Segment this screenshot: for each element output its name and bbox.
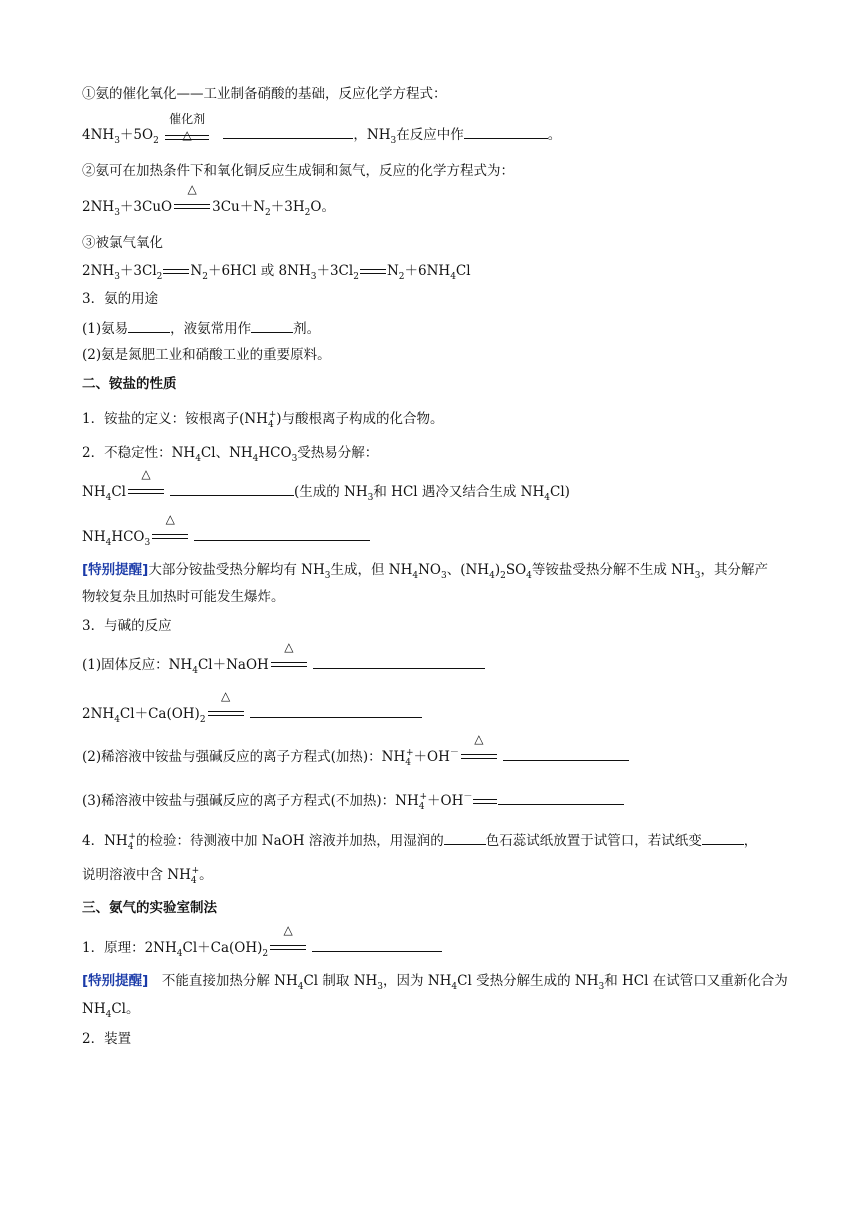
- text: (生成的 NH: [293, 484, 368, 500]
- text: ③被氯气氧化: [82, 235, 163, 251]
- heat-triangle: △: [187, 182, 197, 196]
- special-note-2: [82, 972, 788, 992]
- text: ＋3Cl: [316, 263, 354, 279]
- text: ＋OH: [413, 749, 450, 765]
- text: (2)稀溶液中铵盐与强碱反应的离子方程式(加热)：NH: [82, 749, 406, 765]
- text: 物较复杂且加热时可能发生爆炸。: [82, 589, 285, 605]
- text: ＋3Cl: [119, 263, 157, 279]
- subscript: 3: [324, 571, 331, 581]
- subscript: 2: [199, 715, 206, 725]
- heat-arrow: [128, 467, 164, 496]
- text: ＋3H: [270, 199, 305, 215]
- equals-sign: [270, 945, 306, 950]
- text: 受热易分解：: [297, 445, 379, 461]
- subscript: 2: [153, 136, 159, 146]
- line-use-2: [82, 346, 331, 364]
- subscript: 4: [418, 802, 425, 812]
- subscript: 2: [398, 272, 405, 282]
- text: )与酸根离子构成的化合物。: [276, 411, 444, 427]
- answer-blank[interactable]: [170, 481, 294, 496]
- subscript: 4: [267, 420, 274, 430]
- line-ammonium-definition: [82, 410, 444, 430]
- heat-triangle: △: [284, 640, 294, 654]
- subscript: 4: [105, 538, 112, 548]
- text: ①氨的催化氧化——工业制备硝酸的基础，反应化学方程式：: [82, 86, 447, 102]
- subscript: 4: [114, 715, 120, 725]
- subscript: 2: [262, 949, 269, 959]
- heat-triangle: △: [165, 512, 175, 526]
- text: 等铵盐受热分解不生成 NH: [531, 562, 695, 578]
- equals-sign: [152, 534, 188, 539]
- text: 3．与碱的反应: [82, 618, 172, 634]
- text: ②氨可在加热条件下和氧化铜反应生成铜和氮气，反应的化学方程式为：: [82, 163, 514, 179]
- reaction-condition-arrow: [165, 112, 209, 142]
- subscript: 4: [192, 666, 198, 676]
- subscript: 4: [489, 571, 495, 581]
- superscript: －: [463, 792, 473, 802]
- equation-solid-reaction-1: [82, 640, 485, 676]
- equals-sign: [208, 711, 244, 716]
- heat-arrow: [152, 512, 188, 541]
- answer-blank[interactable]: [223, 124, 353, 139]
- text: 和 HCl 在试管口又重新化合为: [604, 973, 788, 989]
- equation-chlorine: [82, 262, 471, 282]
- superscript: +: [405, 748, 414, 758]
- text: SO: [505, 562, 527, 578]
- text: (2)氨是氮肥工业和硝酸工业的重要原料。: [82, 347, 331, 363]
- heat-triangle: △: [283, 923, 293, 937]
- text: 色石蕊试纸放置于试管口，若试纸变: [485, 833, 702, 849]
- answer-blank[interactable]: [312, 937, 442, 952]
- heat-triangle: △: [182, 128, 192, 142]
- subscript: 4: [105, 1010, 112, 1020]
- equation-ionic-heated: [82, 732, 629, 768]
- equation-nh4cl-decomposition: [82, 467, 570, 503]
- subscript: 2: [500, 571, 506, 581]
- subscript: 2: [265, 208, 271, 218]
- subscript: 4: [252, 454, 259, 464]
- text: NO: [418, 562, 441, 578]
- subscript: 4: [297, 982, 304, 992]
- text: 1．铵盐的定义：铵根离子(NH: [82, 411, 268, 427]
- text: 在反应中作: [396, 127, 464, 143]
- answer-blank[interactable]: [498, 790, 624, 805]
- special-note-tag: [特别提醒]: [82, 562, 149, 578]
- line-instability: [82, 444, 378, 464]
- section-heading-ammonium-salts: [82, 375, 177, 393]
- subscript: 4: [412, 571, 419, 581]
- text: 2．不稳定性：NH: [82, 445, 196, 461]
- subscript: 3: [114, 272, 120, 282]
- equals-sign: [163, 269, 189, 274]
- answer-blank[interactable]: [128, 318, 170, 333]
- superscript: －: [449, 748, 459, 758]
- subscript: 3: [390, 136, 397, 146]
- text: Cl 受热分解生成的 NH: [457, 973, 599, 989]
- text: ＋3CuO: [119, 199, 173, 215]
- subscript: 4: [526, 571, 532, 581]
- condition-label: 催化剂: [169, 112, 206, 126]
- equals-sign: [360, 269, 386, 274]
- text: 2NH: [82, 263, 115, 279]
- text: 、(NH: [446, 562, 490, 578]
- equals-sign: [271, 662, 307, 667]
- text: Cl。: [111, 1001, 140, 1017]
- subscript: 2: [156, 272, 163, 282]
- text: 生成，但 NH: [330, 562, 413, 578]
- line-ammonium-test: [82, 830, 757, 852]
- heat-triangle: △: [220, 689, 231, 703]
- subscript: 3: [598, 982, 605, 992]
- text: HCO: [258, 445, 292, 461]
- answer-blank[interactable]: [702, 830, 744, 845]
- equals-sign: [473, 799, 497, 804]
- text: N: [386, 263, 399, 279]
- text: 和 HCl 遇冷又结合生成 NH: [373, 484, 545, 500]
- equation-nh4hco3-decomposition: [82, 512, 370, 548]
- subscript: 3: [114, 136, 120, 146]
- line-chlorine-oxidation: [82, 234, 163, 252]
- answer-blank[interactable]: [464, 124, 548, 139]
- equation-catalytic-oxidation: [82, 112, 562, 146]
- answer-blank[interactable]: [251, 318, 293, 333]
- answer-blank[interactable]: [313, 654, 485, 669]
- subscript: 4: [190, 876, 197, 886]
- heat-arrow: [270, 923, 306, 952]
- text: 的检验：待测液中加 NaOH 溶液并加热，用湿润的: [135, 833, 444, 849]
- text: ，: [743, 833, 758, 849]
- superscript: +: [268, 410, 277, 420]
- subscript: 3: [144, 538, 151, 548]
- subscript: 4: [405, 758, 411, 768]
- equals-sign: [461, 754, 497, 759]
- heading-text: 二、铵盐的性质: [82, 376, 177, 392]
- text: O。: [310, 199, 335, 215]
- answer-blank[interactable]: [503, 746, 629, 761]
- text: ＋OH: [427, 793, 464, 809]
- subscript: 2: [202, 272, 208, 282]
- text: 。: [199, 867, 213, 883]
- heading-text: 三、氨气的实验室制法: [82, 900, 217, 916]
- text: N: [190, 263, 203, 279]
- text: Cl: [455, 263, 471, 279]
- text: Cl): [550, 484, 570, 500]
- superscript: +: [191, 866, 200, 876]
- text: Cl、NH: [200, 445, 253, 461]
- text: ，液氨常用作: [170, 321, 252, 337]
- special-note-1: [82, 561, 768, 581]
- line-use-1: [82, 318, 320, 338]
- heat-arrow: [208, 689, 244, 718]
- text: (1)氨易: [82, 321, 129, 337]
- text: 2．装置: [82, 1031, 132, 1047]
- line-reaction-with-base: [82, 617, 172, 635]
- superscript: +: [419, 792, 428, 802]
- subscript: 4: [176, 949, 183, 959]
- subscript: 4: [105, 493, 112, 503]
- special-note-2-cont: [82, 1000, 139, 1020]
- equation-ionic-unheated: [82, 790, 624, 812]
- text: 4．NH: [82, 833, 128, 849]
- text: ＋6HCl 或 8NH: [207, 263, 311, 279]
- text: ，因为 NH: [383, 973, 452, 989]
- text: Cl＋Ca(OH): [182, 940, 263, 956]
- text: ): [494, 562, 501, 578]
- heat-triangle: △: [474, 732, 484, 746]
- text: 1．原理：2NH: [82, 940, 177, 956]
- text: 4NH: [82, 127, 115, 143]
- text: NH: [82, 484, 106, 500]
- equation-solid-reaction-2: [82, 689, 422, 725]
- line-cuo-reaction-intro: [82, 162, 514, 180]
- text: 。: [547, 127, 562, 143]
- subscript: 4: [451, 982, 458, 992]
- text: 大部分铵盐受热分解均有 NH: [148, 562, 325, 578]
- subscript: 3: [114, 208, 120, 218]
- line-ammonia-uses: [82, 290, 158, 308]
- subscript: 3: [694, 571, 701, 581]
- text: 3．氨的用途: [82, 291, 159, 307]
- equals-sign: [174, 204, 210, 209]
- subscript: 3: [310, 272, 317, 282]
- text: ，其分解产: [700, 562, 769, 578]
- section-heading-lab-preparation: [82, 899, 217, 917]
- text: Cl 制取 NH: [303, 973, 378, 989]
- subscript: 2: [304, 208, 311, 218]
- subscript: 4: [127, 842, 134, 852]
- subscript: 3: [377, 982, 384, 992]
- text: 2NH: [82, 199, 115, 215]
- line-ammonia-catalytic-oxidation: [82, 85, 447, 103]
- text: Cl＋NaOH: [197, 657, 269, 673]
- line-apparatus: [82, 1030, 131, 1048]
- text: Cl＋Ca(OH): [119, 706, 200, 722]
- text: (3)稀溶液中铵盐与强碱反应的离子方程式(不加热)：NH: [82, 793, 419, 809]
- text: 3Cu＋N: [212, 199, 266, 215]
- superscript: +: [128, 832, 136, 842]
- subscript: 4: [195, 454, 201, 464]
- equation-lab-principle: [82, 923, 442, 959]
- heat-triangle: △: [141, 467, 151, 481]
- answer-blank[interactable]: [444, 830, 486, 845]
- subscript: 2: [353, 272, 359, 282]
- text: ＋5O: [119, 127, 154, 143]
- heat-arrow: [174, 182, 210, 211]
- equation-cuo: [82, 182, 335, 218]
- subscript: 3: [291, 454, 298, 464]
- text: (1)固体反应：NH: [82, 657, 193, 673]
- line-ammonium-test-cont: [82, 866, 213, 886]
- special-note-tag: [特别提醒]: [82, 973, 149, 989]
- text: ＋6NH: [404, 263, 451, 279]
- text: ，NH: [353, 127, 391, 143]
- special-note-1-cont: [82, 588, 285, 606]
- subscript: 3: [440, 571, 447, 581]
- text: 不能直接加热分解 NH: [161, 973, 298, 989]
- subscript: 4: [544, 493, 550, 503]
- heat-arrow: [461, 732, 497, 761]
- text: NH: [82, 1001, 106, 1017]
- text: NH: [82, 529, 106, 545]
- answer-blank[interactable]: [250, 703, 422, 718]
- text: HCO: [111, 529, 145, 545]
- heat-arrow: [271, 640, 307, 669]
- text: 剂。: [293, 321, 321, 337]
- text: Cl: [111, 484, 126, 500]
- answer-blank[interactable]: [194, 526, 370, 541]
- equals-sign: [128, 489, 164, 494]
- subscript: 3: [367, 493, 374, 503]
- subscript: 4: [450, 272, 456, 282]
- text: 说明溶液中含 NH: [82, 867, 191, 883]
- text: 2NH: [82, 706, 115, 722]
